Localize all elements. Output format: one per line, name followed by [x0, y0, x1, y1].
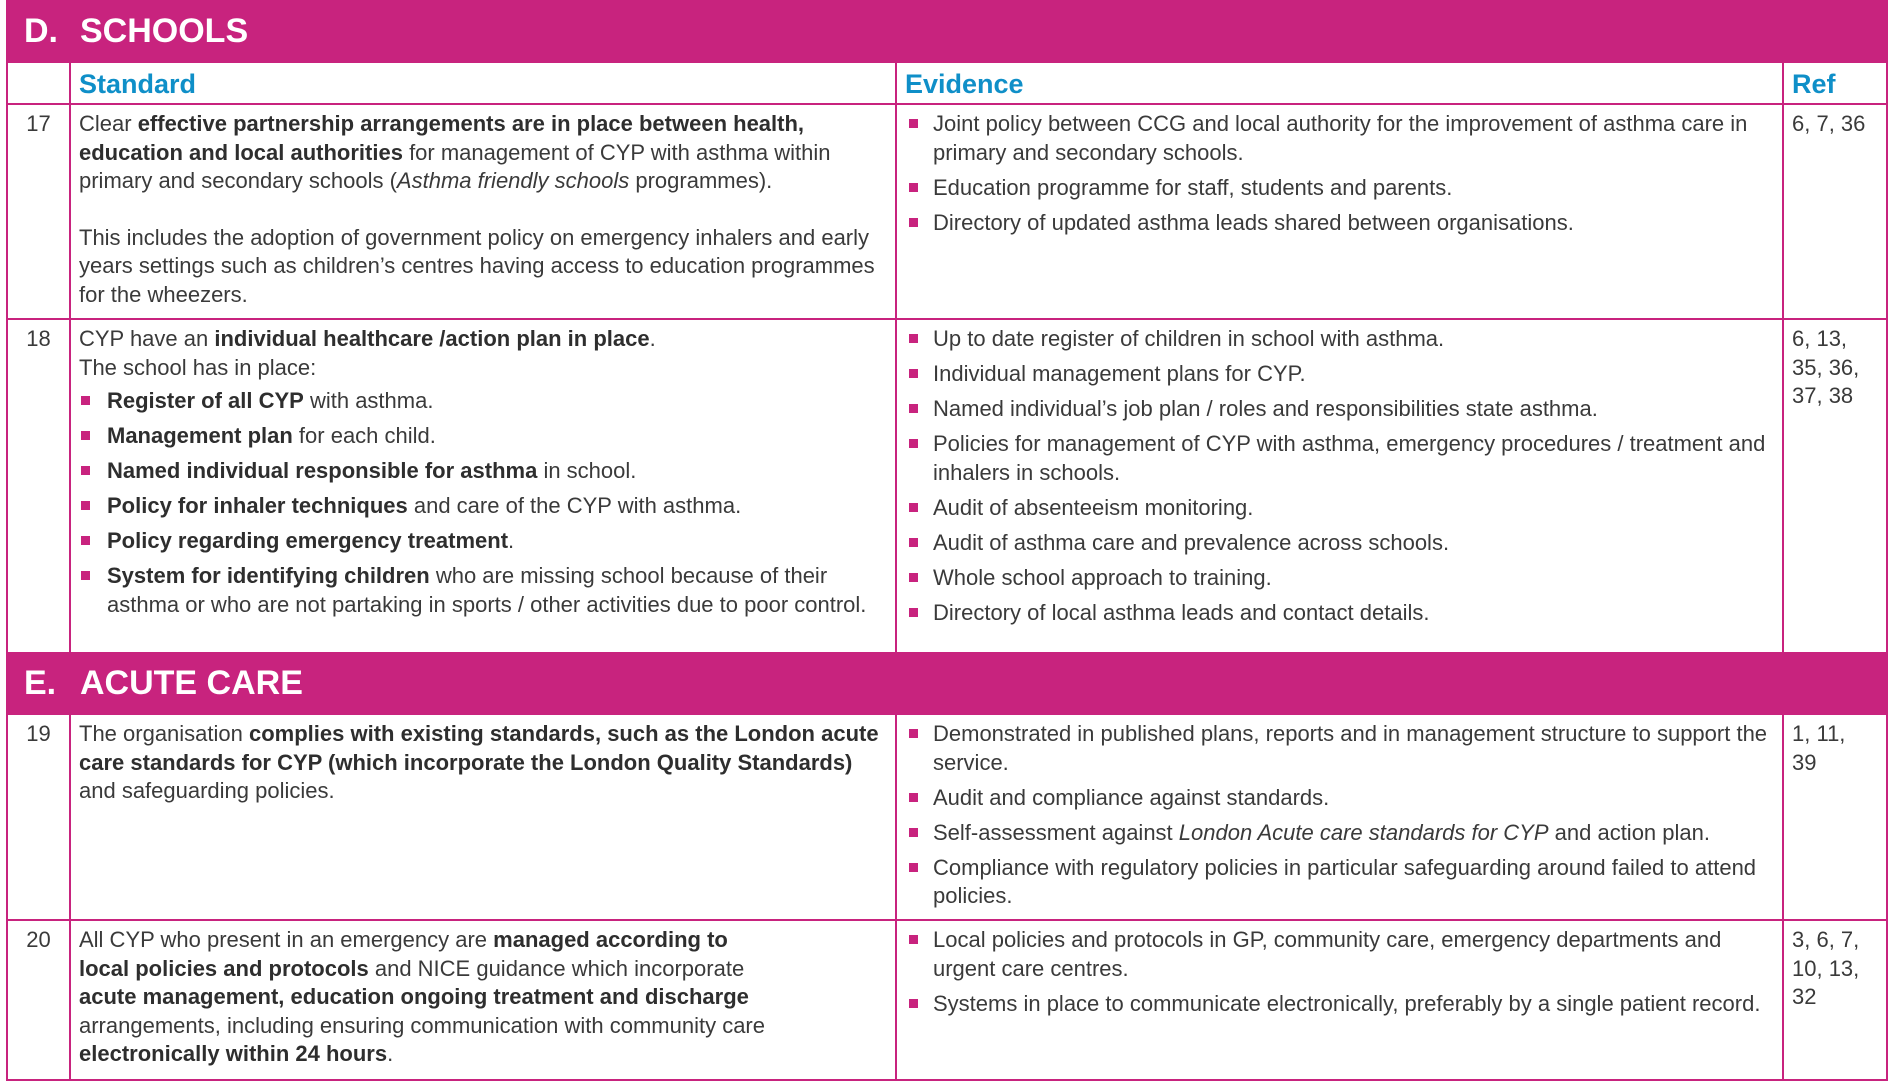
standard-row-17: [7, 104, 1887, 319]
list-item: [905, 529, 1774, 558]
ref-cell: [1783, 319, 1887, 653]
list-item: [905, 430, 1774, 487]
text-run: Whole school approach to training.: [933, 564, 1272, 590]
list-item: [79, 492, 887, 521]
text-run: programmes).: [629, 168, 773, 193]
italic-run: London Acute care standards for CYP: [1178, 819, 1549, 845]
text-run: All CYP who present in an emergency are: [79, 927, 494, 952]
square-bullet-icon: [909, 999, 918, 1008]
evidence-cell: [896, 319, 1783, 653]
column-header-evidence: Evidence: [896, 62, 1783, 104]
evidence-cell: [896, 714, 1783, 920]
text-run: in school.: [537, 458, 637, 483]
square-bullet-icon: [81, 536, 90, 545]
list-item: [905, 819, 1774, 848]
text-run: Audit of absenteeism monitoring.: [933, 494, 1254, 520]
square-bullet-icon: [909, 935, 918, 944]
bold-run: individual healthcare /action plan in place: [214, 326, 650, 351]
row-number: 19: [7, 714, 70, 920]
list-item: [905, 784, 1774, 813]
list-item: [79, 562, 887, 619]
standard-cell: [70, 104, 896, 319]
standard-cell: [70, 319, 896, 653]
bold-run: Named individual responsible for asthma: [107, 458, 538, 483]
square-bullet-icon: [909, 538, 918, 547]
list-item: [905, 990, 1774, 1019]
list-item: [79, 387, 887, 416]
standard-cell: [70, 920, 896, 1080]
reference-numbers: 6, 13, 35, 36, 37, 38: [1792, 326, 1860, 408]
text-run: Compliance with regulatory policies in particular safeguarding around failed to attend policies.: [933, 854, 1757, 908]
list-item: [905, 599, 1774, 628]
text-run: Audit and compliance against standards.: [933, 784, 1330, 810]
list-item: [905, 720, 1774, 777]
row-number: 17: [7, 104, 70, 319]
standard-bullet-list: [79, 387, 887, 619]
list-item: [905, 926, 1774, 983]
bold-run: System for identifying children: [107, 563, 430, 588]
list-item: [905, 325, 1774, 354]
standard-row-20: [7, 920, 1887, 1080]
text-run: and action plan.: [1548, 819, 1710, 845]
text-run: Demonstrated in published plans, reports and in management structure to support the service.: [933, 721, 1768, 775]
bold-run: Management plan: [107, 423, 293, 448]
text-run: Directory of updated asthma leads shared between organisations.: [933, 209, 1574, 235]
text-run: Policies for management of CYP with asthma, emergency procedures / treatment and inhalers in schools.: [933, 431, 1766, 485]
standard-paragraph: [79, 720, 887, 806]
section-letter: D.: [24, 12, 58, 51]
evidence-cell: [896, 920, 1783, 1080]
bold-run: effective partnership arrangements are in place between health, education and local authorities: [79, 111, 805, 165]
standard-paragraph: [79, 110, 887, 196]
standard-paragraph: [79, 926, 887, 1069]
section-e-header: [7, 653, 1887, 714]
standards-table: [6, 0, 1888, 1081]
evidence-list: [905, 926, 1774, 1018]
square-bullet-icon: [81, 571, 90, 580]
square-bullet-icon: [909, 183, 918, 192]
text-run: Systems in place to communicate electronically, preferably by a single patient record.: [933, 990, 1761, 1016]
square-bullet-icon: [909, 608, 918, 617]
evidence-list: [905, 720, 1774, 911]
square-bullet-icon: [909, 503, 918, 512]
text-run: Directory of local asthma leads and contact details.: [933, 599, 1430, 625]
standard-paragraph: [79, 325, 887, 382]
bold-run: electronically within 24 hours: [79, 1041, 388, 1066]
evidence-cell: [896, 104, 1783, 319]
bold-run: complies with existing standards, such as the London acute care standards for CYP (which incorporate the London Quality Standards): [79, 721, 879, 775]
square-bullet-icon: [909, 573, 918, 582]
square-bullet-icon: [909, 119, 918, 128]
text-run: Named individual’s job plan / roles and responsibilities state asthma.: [933, 396, 1598, 421]
text-run: for management of CYP with asthma within primary and secondary schools (: [79, 139, 831, 193]
text-run: arrangements, including ensuring communication with community care: [79, 1012, 765, 1038]
standard-row-18: [7, 319, 1887, 653]
list-item: [79, 457, 887, 486]
square-bullet-icon: [909, 334, 918, 343]
list-item: [79, 527, 887, 556]
column-header-ref: Ref: [1783, 62, 1887, 104]
list-item: [905, 110, 1774, 167]
square-bullet-icon: [909, 369, 918, 378]
standards-document: [6, 0, 1886, 1081]
italic-run: Asthma friendly schools: [396, 168, 630, 193]
text-run: .: [508, 528, 515, 553]
standard-paragraph: [79, 224, 887, 310]
section-letter: E.: [24, 664, 57, 703]
ref-cell: [1783, 714, 1887, 920]
list-item: [79, 422, 887, 451]
square-bullet-icon: [909, 828, 918, 837]
text-run: and safeguarding policies.: [79, 778, 335, 803]
square-bullet-icon: [909, 404, 918, 413]
ref-cell: [1783, 104, 1887, 319]
row-number: 18: [7, 319, 70, 653]
text-run: Clear: [79, 111, 138, 136]
square-bullet-icon: [909, 218, 918, 227]
list-item: [905, 564, 1774, 593]
square-bullet-icon: [909, 439, 918, 448]
text-run: .: [387, 1041, 394, 1066]
square-bullet-icon: [81, 396, 90, 405]
column-header-standard: Standard: [70, 62, 896, 104]
bold-run: Policy regarding emergency treatment: [107, 528, 509, 553]
list-item: [905, 360, 1774, 389]
text-run: who are missing school because of their asthma or who are not partaking in sports / other activities due to poor control.: [107, 563, 867, 617]
text-run: CYP have an: [79, 326, 215, 351]
bold-run: Register of all CYP: [107, 388, 304, 413]
section-d-header: [7, 1, 1887, 62]
standard-cell: [70, 714, 896, 920]
text-run: Local policies and protocols in GP, community care, emergency departments and urgent care centres.: [933, 927, 1722, 981]
bold-run: managed according to local policies and protocols: [79, 927, 728, 981]
text-run: Education programme for staff, students and parents.: [933, 174, 1453, 200]
reference-numbers: 1, 11, 39: [1792, 721, 1846, 775]
list-item: [905, 854, 1774, 911]
ref-cell: [1783, 920, 1887, 1080]
square-bullet-icon: [81, 501, 90, 510]
square-bullet-icon: [909, 729, 918, 738]
list-item: [905, 395, 1774, 424]
text-run: and care of the CYP with asthma.: [407, 493, 742, 518]
list-item: [905, 209, 1774, 238]
text-run: The organisation: [79, 721, 249, 746]
square-bullet-icon: [81, 466, 90, 475]
reference-numbers: 6, 7, 36: [1792, 111, 1866, 136]
square-bullet-icon: [909, 793, 918, 802]
text-run: for each child.: [292, 423, 436, 448]
section-title: SCHOOLS: [80, 12, 249, 51]
column-header-number: [7, 62, 70, 104]
bold-run: Policy for inhaler techniques: [107, 493, 408, 518]
reference-numbers: 3, 6, 7, 10, 13, 32: [1792, 927, 1860, 1009]
list-item: [905, 174, 1774, 203]
square-bullet-icon: [81, 431, 90, 440]
standard-row-19: [7, 714, 1887, 920]
text-run: Self-assessment against: [933, 819, 1179, 845]
text-run: Joint policy between CCG and local authority for the improvement of asthma care in primary and secondary schools.: [933, 111, 1748, 165]
evidence-list: [905, 110, 1774, 237]
list-item: [905, 494, 1774, 523]
text-run: Individual management plans for CYP.: [933, 361, 1306, 386]
text-run: with asthma.: [303, 388, 434, 413]
bold-run: acute management, education ongoing treatment and discharge: [79, 984, 749, 1009]
text-run: Up to date register of children in school with asthma.: [933, 326, 1445, 351]
text-run: . The school has in place:: [79, 326, 656, 380]
column-header-row: [7, 62, 1887, 104]
row-number: 20: [7, 920, 70, 1080]
section-title: ACUTE CARE: [80, 664, 303, 703]
text-run: and NICE guidance which incorporate: [368, 955, 745, 981]
square-bullet-icon: [909, 863, 918, 872]
text-run: This includes the adoption of government policy on emergency inhalers and early years settings such as children’s centres having access to education programmes for the wheezers.: [79, 224, 875, 307]
text-run: Audit of asthma care and prevalence across schools.: [933, 529, 1450, 555]
evidence-list: [905, 325, 1774, 627]
